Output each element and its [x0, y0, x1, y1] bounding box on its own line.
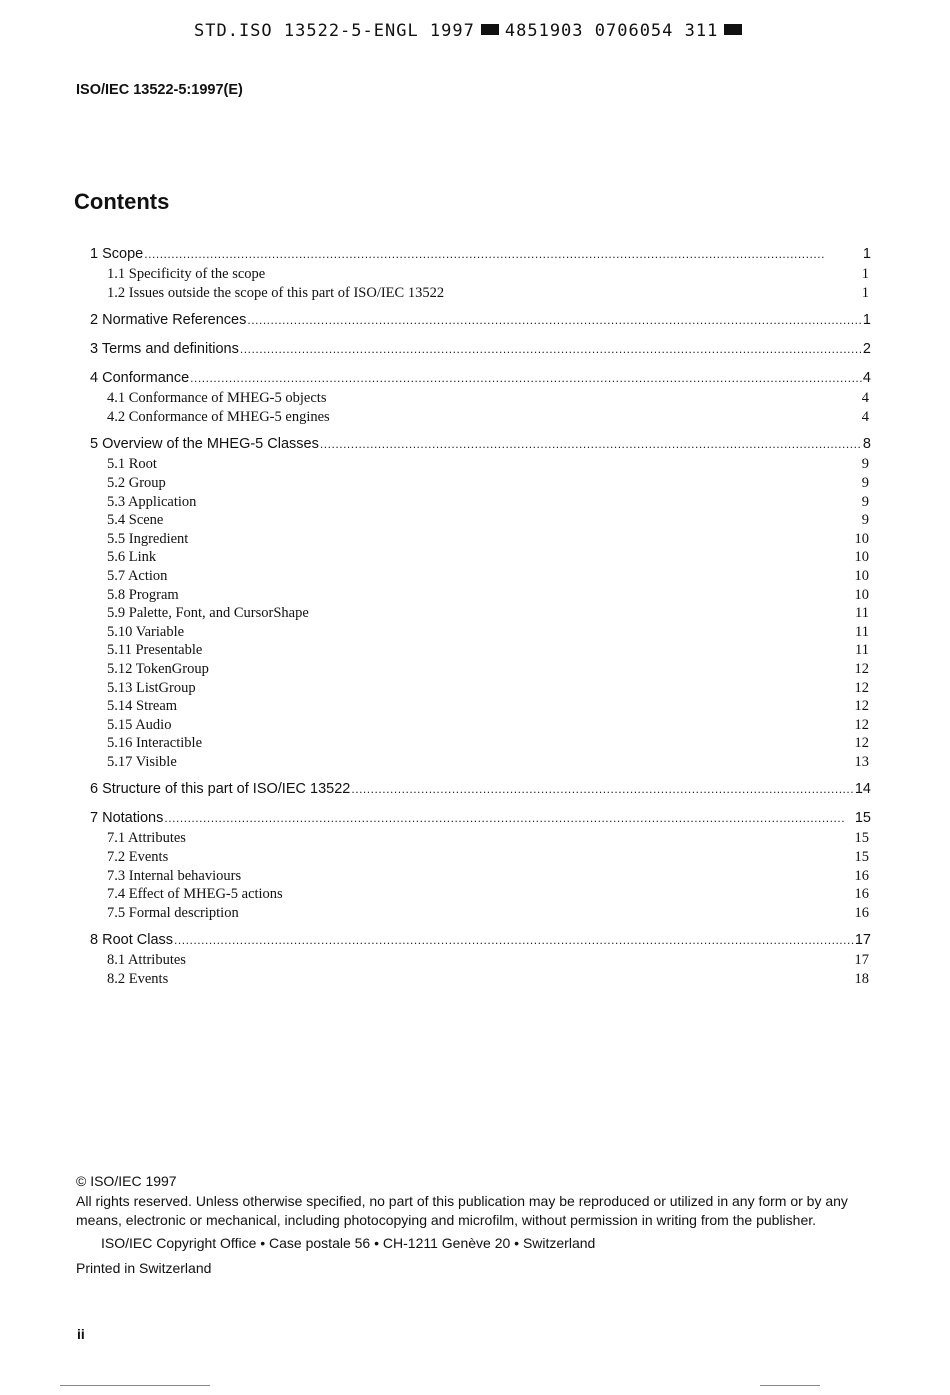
toc-section-page: 17: [854, 932, 871, 949]
toc-subsection-entry[interactable]: [90, 641, 871, 660]
toc-subsection-entry[interactable]: [90, 660, 871, 679]
toc-subsection-page: 16: [854, 886, 869, 903]
toc-subsection-page: 15: [854, 830, 869, 847]
toc-subsection-title: 7.2 Events: [107, 849, 169, 866]
toc-subsection-page: 9: [861, 456, 869, 473]
toc-subsection-entry[interactable]: [90, 697, 871, 716]
toc-subsection-title: 7.3 Internal behaviours: [107, 867, 242, 884]
toc-subsection-title: 5.1 Root: [107, 456, 157, 473]
toc-subsection-title: 5.10 Variable: [107, 623, 185, 640]
toc-section-page: 15: [854, 810, 871, 827]
catalog-stamp: [194, 21, 748, 41]
toc-subsection-page: 1: [861, 266, 869, 282]
toc-subsection-title: 1.2 Issues outside the scope of this part of ISO/IEC 13522: [107, 284, 445, 301]
toc-subsection-entry[interactable]: [90, 734, 871, 753]
toc-section-entry[interactable]: [90, 312, 871, 331]
toc-section-title: 1 Scope: [90, 246, 144, 262]
toc-subsection-page: 10: [854, 549, 869, 566]
toc-section-title: 5 Overview of the MHEG-5 Classes: [90, 436, 319, 453]
toc-subsection-page: 16: [854, 867, 869, 884]
toc-subsection-entry[interactable]: [90, 604, 871, 623]
toc-subsection-page: 12: [854, 679, 869, 696]
toc-subsection-title: 5.13 ListGroup: [107, 679, 196, 696]
toc-leader-dots: [240, 341, 862, 357]
redaction-block-icon: [481, 24, 499, 35]
toc-subsection-page: 1: [861, 284, 869, 301]
toc-subsection-page: 10: [854, 567, 869, 584]
toc-subsection-page: 11: [855, 642, 869, 659]
toc-subsection-title: 7.1 Attributes: [107, 830, 186, 847]
toc-subsection-entry[interactable]: [90, 951, 871, 970]
page-number: ii: [77, 1326, 85, 1342]
toc-subsection-title: 5.9 Palette, Font, and CursorShape: [107, 605, 309, 622]
toc-subsection-title: 7.5 Formal description: [107, 904, 239, 921]
toc-subsection-entry[interactable]: [90, 474, 871, 493]
copyright-office-address: ISO/IEC Copyright Office • Case postale 56 • CH-1211 Genève 20 • Switzerland: [101, 1234, 596, 1251]
toc-subsection-title: 5.7 Action: [107, 567, 168, 584]
copyright-footer: [76, 1172, 864, 1279]
toc-subsection-page: 4: [861, 390, 869, 407]
toc-section-title: 7 Notations: [90, 810, 164, 827]
toc-subsection-page: 12: [854, 660, 869, 677]
toc-spacer: [90, 922, 871, 932]
toc-subsection-title: 5.8 Program: [107, 586, 179, 603]
toc-subsection-page: 12: [854, 735, 869, 752]
toc-subsection-entry[interactable]: [90, 716, 871, 735]
toc-subsection-title: 5.6 Link: [107, 549, 157, 566]
toc-spacer: [90, 302, 871, 312]
toc-subsection-entry[interactable]: [90, 284, 871, 303]
toc-subsection-title: 8.1 Attributes: [107, 952, 186, 969]
toc-spacer: [90, 771, 871, 781]
toc-subsection-title: 7.4 Effect of MHEG-5 actions: [107, 886, 283, 903]
copyright-line: © ISO/IEC 1997: [76, 1173, 177, 1189]
toc-section-title: 6 Structure of this part of ISO/IEC 13522: [90, 781, 351, 798]
toc-section-page: 4: [862, 370, 871, 387]
toc-section-title: 8 Root Class: [90, 932, 174, 949]
toc-spacer: [90, 426, 871, 436]
toc-subsection-entry[interactable]: [90, 567, 871, 586]
toc-subsection-page: 9: [861, 474, 869, 491]
toc-subsection-entry[interactable]: [90, 408, 871, 427]
toc-subsection-entry[interactable]: [90, 679, 871, 698]
toc-leader-dots: [164, 810, 854, 826]
toc-subsection-entry[interactable]: [90, 867, 871, 886]
toc-subsection-page: 13: [854, 753, 869, 770]
toc-section-page: 1: [862, 246, 871, 262]
toc-spacer: [90, 331, 871, 341]
toc-subsection-entry[interactable]: [90, 829, 871, 848]
scan-artifact-line: [760, 1385, 820, 1386]
toc-subsection-entry[interactable]: [90, 511, 871, 530]
scan-artifact-line: [60, 1385, 210, 1386]
toc-subsection-page: 12: [854, 716, 869, 733]
toc-subsection-page: 9: [861, 512, 869, 529]
toc-subsection-entry[interactable]: [90, 885, 871, 904]
toc-subsection-title: 8.2 Events: [107, 971, 169, 988]
toc-subsection-title: 5.16 Interactible: [107, 735, 203, 752]
toc-subsection-title: 5.11 Presentable: [107, 642, 203, 659]
toc-subsection-entry[interactable]: [90, 848, 871, 867]
toc-subsection-title: 5.17 Visible: [107, 753, 177, 770]
toc-section-page: 14: [854, 781, 871, 798]
toc-subsection-title: 5.14 Stream: [107, 698, 178, 715]
toc-leader-dots: [190, 370, 862, 386]
toc-leader-dots: [144, 246, 862, 262]
toc-subsection-title: 5.5 Ingredient: [107, 530, 189, 547]
toc-leader-dots: [320, 436, 862, 452]
printed-in: Printed in Switzerland: [76, 1260, 212, 1276]
toc-section-title: 3 Terms and definitions: [90, 341, 239, 358]
toc-section-entry[interactable]: [90, 810, 871, 829]
toc-subsection-entry[interactable]: [90, 530, 871, 549]
toc-subsection-page: 16: [854, 904, 869, 921]
toc-subsection-title: 4.1 Conformance of MHEG-5 objects: [107, 390, 327, 407]
toc-subsection-page: 11: [855, 623, 869, 640]
toc-subsection-entry[interactable]: [90, 970, 871, 989]
toc-subsection-page: 15: [854, 849, 869, 866]
toc-subsection-page: 4: [861, 408, 869, 425]
toc-subsection-page: 11: [855, 605, 869, 622]
toc-leader-dots: [247, 312, 862, 328]
toc-section-entry[interactable]: [90, 932, 871, 951]
toc-subsection-title: 5.15 Audio: [107, 716, 172, 733]
toc-section-title: 2 Normative References: [90, 312, 247, 329]
toc-subsection-page: 17: [854, 952, 869, 969]
toc-subsection-title: 5.2 Group: [107, 474, 166, 491]
toc-subsection-page: 18: [854, 971, 869, 988]
toc-spacer: [90, 800, 871, 810]
table-of-contents: [90, 246, 871, 989]
stamp-text-right: 4851903 0706054 311: [504, 21, 719, 41]
toc-subsection-entry[interactable]: [90, 753, 871, 772]
page-title: Contents: [74, 189, 170, 214]
toc-subsection-entry[interactable]: [90, 389, 871, 408]
redaction-block-icon: [724, 24, 742, 35]
toc-subsection-title: 5.3 Application: [107, 493, 197, 510]
toc-section-entry[interactable]: [90, 341, 871, 360]
toc-subsection-page: 10: [854, 586, 869, 603]
toc-section-entry[interactable]: [90, 370, 871, 389]
toc-subsection-entry[interactable]: [90, 455, 871, 474]
rights-statement: All rights reserved. Unless otherwise specified, no part of this publication may be reproduced or utilized in any form or by any means, electronic or mechanical, including photocopying and microfilm, without permission in writing from the publisher.: [76, 1192, 848, 1228]
toc-subsection-title: 1.1 Specificity of the scope: [107, 266, 266, 282]
stamp-text-left: STD.ISO 13522-5-ENGL 1997: [194, 21, 475, 41]
toc-leader-dots: [174, 932, 854, 948]
toc-section-page: 8: [862, 436, 871, 453]
toc-subsection-entry[interactable]: [90, 493, 871, 512]
document-id: ISO/IEC 13522-5:1997(E): [76, 82, 243, 98]
toc-subsection-title: 4.2 Conformance of MHEG-5 engines: [107, 408, 330, 425]
toc-section-page: 1: [862, 312, 871, 329]
toc-spacer: [90, 360, 871, 370]
toc-subsection-title: 5.4 Scene: [107, 512, 164, 529]
toc-subsection-entry[interactable]: [90, 548, 871, 567]
toc-section-title: 4 Conformance: [90, 370, 190, 387]
toc-section-entry[interactable]: [90, 781, 871, 800]
toc-subsection-entry[interactable]: [90, 904, 871, 923]
toc-subsection-entry[interactable]: [90, 586, 871, 605]
toc-subsection-title: 5.12 TokenGroup: [107, 660, 209, 677]
toc-leader-dots: [351, 781, 854, 797]
toc-section-entry[interactable]: [90, 246, 871, 265]
toc-section-entry[interactable]: [90, 436, 871, 455]
toc-subsection-entry[interactable]: [90, 265, 871, 284]
toc-subsection-entry[interactable]: [90, 623, 871, 642]
toc-subsection-page: 12: [854, 698, 869, 715]
toc-subsection-page: 10: [854, 530, 869, 547]
toc-section-page: 2: [862, 341, 871, 358]
toc-subsection-page: 9: [861, 493, 869, 510]
